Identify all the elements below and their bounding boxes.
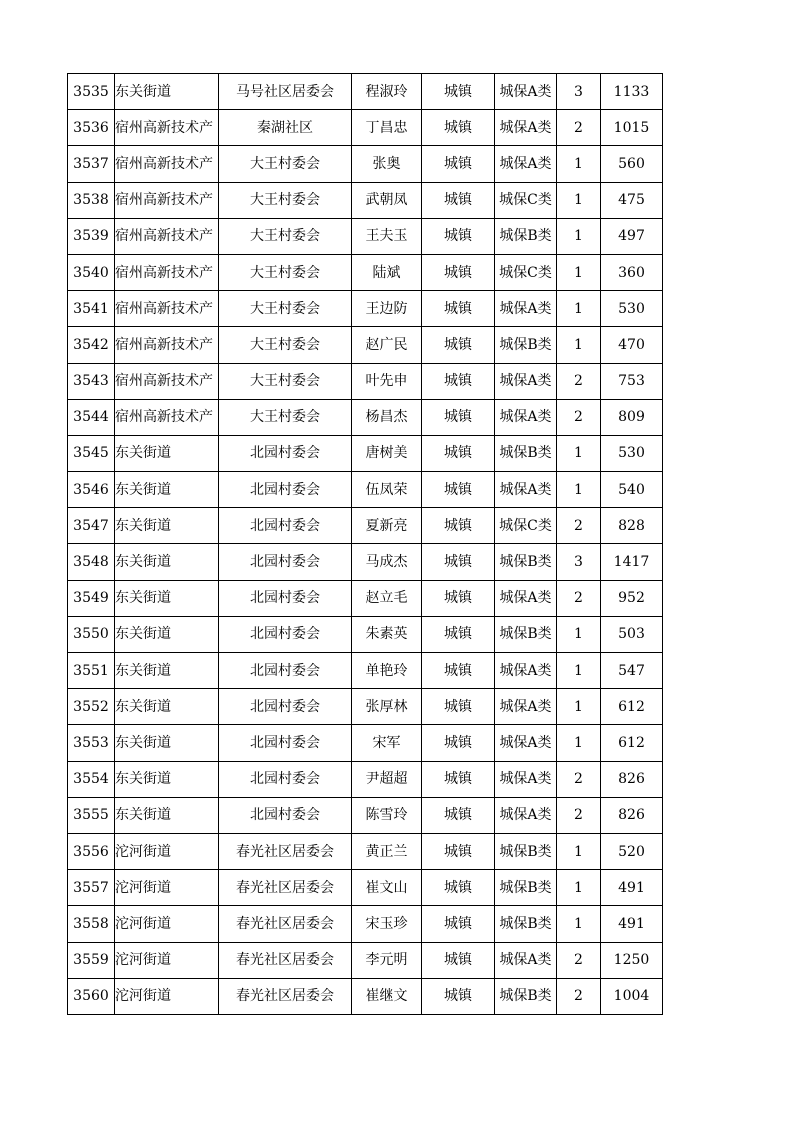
name-cell: 陆斌 <box>352 254 422 290</box>
record-number: 3552 <box>68 689 115 725</box>
area-type-cell: 城镇 <box>422 74 495 110</box>
insurance-type-cell: 城保C类 <box>495 508 557 544</box>
record-number: 3537 <box>68 146 115 182</box>
amount-cell: 1004 <box>601 978 663 1014</box>
name-cell: 唐树美 <box>352 435 422 471</box>
name-cell: 陈雪玲 <box>352 797 422 833</box>
street-cell: 沱河街道 <box>115 870 219 906</box>
record-number: 3536 <box>68 110 115 146</box>
street-cell: 东关街道 <box>115 472 219 508</box>
person-count-cell: 1 <box>557 906 601 942</box>
insurance-type-cell: 城保B类 <box>495 978 557 1014</box>
area-type-cell: 城镇 <box>422 110 495 146</box>
record-number: 3548 <box>68 544 115 580</box>
amount-cell: 826 <box>601 797 663 833</box>
street-cell: 宿州高新技术产 <box>115 291 219 327</box>
name-cell: 赵立毛 <box>352 580 422 616</box>
record-number: 3544 <box>68 399 115 435</box>
street-cell: 东关街道 <box>115 580 219 616</box>
amount-cell: 560 <box>601 146 663 182</box>
record-number: 3560 <box>68 978 115 1014</box>
person-count-cell: 2 <box>557 978 601 1014</box>
street-cell: 东关街道 <box>115 508 219 544</box>
name-cell: 叶先申 <box>352 363 422 399</box>
amount-cell: 809 <box>601 399 663 435</box>
record-number: 3543 <box>68 363 115 399</box>
amount-cell: 540 <box>601 472 663 508</box>
table-row <box>68 689 663 725</box>
amount-cell: 1015 <box>601 110 663 146</box>
community-cell: 北园村委会 <box>219 508 352 544</box>
street-cell: 沱河街道 <box>115 942 219 978</box>
insurance-type-cell: 城保B类 <box>495 435 557 471</box>
table-row <box>68 218 663 254</box>
record-number: 3545 <box>68 435 115 471</box>
community-cell: 北园村委会 <box>219 544 352 580</box>
insurance-type-cell: 城保C类 <box>495 182 557 218</box>
amount-cell: 753 <box>601 363 663 399</box>
insurance-type-cell: 城保B类 <box>495 616 557 652</box>
record-number: 3541 <box>68 291 115 327</box>
community-cell: 北园村委会 <box>219 580 352 616</box>
table-row <box>68 254 663 290</box>
record-number: 3559 <box>68 942 115 978</box>
area-type-cell: 城镇 <box>422 653 495 689</box>
area-type-cell: 城镇 <box>422 363 495 399</box>
person-count-cell: 1 <box>557 870 601 906</box>
name-cell: 伍凤荣 <box>352 472 422 508</box>
record-number: 3558 <box>68 906 115 942</box>
street-cell: 东关街道 <box>115 653 219 689</box>
community-cell: 春光社区居委会 <box>219 870 352 906</box>
person-count-cell: 1 <box>557 218 601 254</box>
amount-cell: 360 <box>601 254 663 290</box>
name-cell: 宋军 <box>352 725 422 761</box>
area-type-cell: 城镇 <box>422 580 495 616</box>
community-cell: 春光社区居委会 <box>219 942 352 978</box>
record-number: 3553 <box>68 725 115 761</box>
amount-cell: 503 <box>601 616 663 652</box>
insurance-type-cell: 城保C类 <box>495 254 557 290</box>
person-count-cell: 1 <box>557 472 601 508</box>
table-row <box>68 616 663 652</box>
name-cell: 张厚林 <box>352 689 422 725</box>
table-row <box>68 146 663 182</box>
person-count-cell: 1 <box>557 689 601 725</box>
name-cell: 朱素英 <box>352 616 422 652</box>
person-count-cell: 2 <box>557 580 601 616</box>
area-type-cell: 城镇 <box>422 327 495 363</box>
insurance-type-cell: 城保B类 <box>495 833 557 869</box>
community-cell: 北园村委会 <box>219 797 352 833</box>
amount-cell: 491 <box>601 906 663 942</box>
record-number: 3555 <box>68 797 115 833</box>
name-cell: 张奥 <box>352 146 422 182</box>
insurance-type-cell: 城保A类 <box>495 942 557 978</box>
community-cell: 大王村委会 <box>219 146 352 182</box>
area-type-cell: 城镇 <box>422 435 495 471</box>
street-cell: 东关街道 <box>115 616 219 652</box>
table-row <box>68 906 663 942</box>
name-cell: 尹超超 <box>352 761 422 797</box>
street-cell: 宿州高新技术产 <box>115 363 219 399</box>
person-count-cell: 1 <box>557 435 601 471</box>
area-type-cell: 城镇 <box>422 942 495 978</box>
table-row <box>68 797 663 833</box>
name-cell: 王边防 <box>352 291 422 327</box>
name-cell: 崔继文 <box>352 978 422 1014</box>
amount-cell: 475 <box>601 182 663 218</box>
community-cell: 春光社区居委会 <box>219 978 352 1014</box>
table-row <box>68 399 663 435</box>
name-cell: 黄正兰 <box>352 833 422 869</box>
community-cell: 北园村委会 <box>219 472 352 508</box>
table-row <box>68 653 663 689</box>
record-number: 3540 <box>68 254 115 290</box>
person-count-cell: 1 <box>557 833 601 869</box>
insurance-type-cell: 城保A类 <box>495 689 557 725</box>
person-count-cell: 1 <box>557 327 601 363</box>
amount-cell: 547 <box>601 653 663 689</box>
person-count-cell: 2 <box>557 797 601 833</box>
community-cell: 大王村委会 <box>219 363 352 399</box>
record-number: 3550 <box>68 616 115 652</box>
table-row <box>68 761 663 797</box>
person-count-cell: 1 <box>557 254 601 290</box>
insurance-type-cell: 城保B类 <box>495 327 557 363</box>
table-row <box>68 327 663 363</box>
amount-cell: 470 <box>601 327 663 363</box>
area-type-cell: 城镇 <box>422 978 495 1014</box>
area-type-cell: 城镇 <box>422 870 495 906</box>
person-count-cell: 1 <box>557 182 601 218</box>
community-cell: 北园村委会 <box>219 653 352 689</box>
amount-cell: 828 <box>601 508 663 544</box>
area-type-cell: 城镇 <box>422 833 495 869</box>
table-body <box>68 74 663 1015</box>
street-cell: 东关街道 <box>115 689 219 725</box>
amount-cell: 1250 <box>601 942 663 978</box>
street-cell: 沱河街道 <box>115 906 219 942</box>
table-row <box>68 580 663 616</box>
record-number: 3551 <box>68 653 115 689</box>
street-cell: 宿州高新技术产 <box>115 254 219 290</box>
insurance-type-cell: 城保B类 <box>495 906 557 942</box>
insurance-type-cell: 城保A类 <box>495 291 557 327</box>
insurance-type-cell: 城保B类 <box>495 544 557 580</box>
insurance-type-cell: 城保A类 <box>495 653 557 689</box>
amount-cell: 612 <box>601 689 663 725</box>
person-count-cell: 2 <box>557 399 601 435</box>
table-row <box>68 942 663 978</box>
table-row <box>68 110 663 146</box>
person-count-cell: 2 <box>557 761 601 797</box>
name-cell: 宋玉珍 <box>352 906 422 942</box>
community-cell: 大王村委会 <box>219 327 352 363</box>
amount-cell: 826 <box>601 761 663 797</box>
area-type-cell: 城镇 <box>422 218 495 254</box>
street-cell: 东关街道 <box>115 544 219 580</box>
amount-cell: 520 <box>601 833 663 869</box>
person-count-cell: 3 <box>557 74 601 110</box>
amount-cell: 612 <box>601 725 663 761</box>
amount-cell: 530 <box>601 291 663 327</box>
name-cell: 程淑玲 <box>352 74 422 110</box>
person-count-cell: 1 <box>557 653 601 689</box>
record-number: 3535 <box>68 74 115 110</box>
table-row <box>68 725 663 761</box>
insurance-type-cell: 城保A类 <box>495 74 557 110</box>
area-type-cell: 城镇 <box>422 906 495 942</box>
person-count-cell: 2 <box>557 508 601 544</box>
table-row <box>68 544 663 580</box>
street-cell: 宿州高新技术产 <box>115 327 219 363</box>
area-type-cell: 城镇 <box>422 254 495 290</box>
person-count-cell: 1 <box>557 291 601 327</box>
table-row <box>68 978 663 1014</box>
area-type-cell: 城镇 <box>422 472 495 508</box>
insurance-type-cell: 城保B类 <box>495 218 557 254</box>
street-cell: 宿州高新技术产 <box>115 399 219 435</box>
area-type-cell: 城镇 <box>422 291 495 327</box>
name-cell: 李元明 <box>352 942 422 978</box>
table-row <box>68 870 663 906</box>
community-cell: 春光社区居委会 <box>219 906 352 942</box>
table-row <box>68 435 663 471</box>
table-row <box>68 508 663 544</box>
community-cell: 北园村委会 <box>219 725 352 761</box>
area-type-cell: 城镇 <box>422 399 495 435</box>
street-cell: 沱河街道 <box>115 978 219 1014</box>
community-cell: 大王村委会 <box>219 254 352 290</box>
record-number: 3539 <box>68 218 115 254</box>
street-cell: 宿州高新技术产 <box>115 110 219 146</box>
record-number: 3549 <box>68 580 115 616</box>
records-table <box>67 73 663 1015</box>
community-cell: 春光社区居委会 <box>219 833 352 869</box>
area-type-cell: 城镇 <box>422 182 495 218</box>
insurance-type-cell: 城保A类 <box>495 797 557 833</box>
insurance-type-cell: 城保A类 <box>495 110 557 146</box>
record-number: 3542 <box>68 327 115 363</box>
community-cell: 北园村委会 <box>219 689 352 725</box>
name-cell: 王夫玉 <box>352 218 422 254</box>
street-cell: 东关街道 <box>115 761 219 797</box>
street-cell: 东关街道 <box>115 797 219 833</box>
amount-cell: 530 <box>601 435 663 471</box>
table-row <box>68 74 663 110</box>
person-count-cell: 2 <box>557 363 601 399</box>
community-cell: 大王村委会 <box>219 218 352 254</box>
street-cell: 宿州高新技术产 <box>115 182 219 218</box>
amount-cell: 1417 <box>601 544 663 580</box>
record-number: 3546 <box>68 472 115 508</box>
table-row <box>68 291 663 327</box>
community-cell: 马号社区居委会 <box>219 74 352 110</box>
insurance-type-cell: 城保A类 <box>495 363 557 399</box>
street-cell: 东关街道 <box>115 435 219 471</box>
table-row <box>68 833 663 869</box>
person-count-cell: 2 <box>557 942 601 978</box>
table-row <box>68 363 663 399</box>
name-cell: 武朝凤 <box>352 182 422 218</box>
insurance-type-cell: 城保A类 <box>495 761 557 797</box>
area-type-cell: 城镇 <box>422 725 495 761</box>
street-cell: 东关街道 <box>115 74 219 110</box>
name-cell: 赵广民 <box>352 327 422 363</box>
amount-cell: 1133 <box>601 74 663 110</box>
street-cell: 沱河街道 <box>115 833 219 869</box>
person-count-cell: 3 <box>557 544 601 580</box>
name-cell: 杨昌杰 <box>352 399 422 435</box>
amount-cell: 497 <box>601 218 663 254</box>
name-cell: 丁昌忠 <box>352 110 422 146</box>
amount-cell: 952 <box>601 580 663 616</box>
community-cell: 北园村委会 <box>219 435 352 471</box>
amount-cell: 491 <box>601 870 663 906</box>
street-cell: 宿州高新技术产 <box>115 146 219 182</box>
person-count-cell: 1 <box>557 725 601 761</box>
record-number: 3538 <box>68 182 115 218</box>
name-cell: 崔文山 <box>352 870 422 906</box>
person-count-cell: 1 <box>557 616 601 652</box>
insurance-type-cell: 城保A类 <box>495 472 557 508</box>
person-count-cell: 1 <box>557 146 601 182</box>
record-number: 3554 <box>68 761 115 797</box>
community-cell: 大王村委会 <box>219 291 352 327</box>
area-type-cell: 城镇 <box>422 146 495 182</box>
insurance-type-cell: 城保A类 <box>495 580 557 616</box>
community-cell: 大王村委会 <box>219 182 352 218</box>
insurance-type-cell: 城保A类 <box>495 399 557 435</box>
community-cell: 秦湖社区 <box>219 110 352 146</box>
record-number: 3556 <box>68 833 115 869</box>
insurance-type-cell: 城保A类 <box>495 146 557 182</box>
name-cell: 夏新亮 <box>352 508 422 544</box>
record-number: 3557 <box>68 870 115 906</box>
name-cell: 单艳玲 <box>352 653 422 689</box>
street-cell: 东关街道 <box>115 725 219 761</box>
community-cell: 北园村委会 <box>219 761 352 797</box>
community-cell: 北园村委会 <box>219 616 352 652</box>
table-row <box>68 182 663 218</box>
area-type-cell: 城镇 <box>422 797 495 833</box>
person-count-cell: 2 <box>557 110 601 146</box>
area-type-cell: 城镇 <box>422 761 495 797</box>
area-type-cell: 城镇 <box>422 544 495 580</box>
record-number: 3547 <box>68 508 115 544</box>
street-cell: 宿州高新技术产 <box>115 218 219 254</box>
name-cell: 马成杰 <box>352 544 422 580</box>
insurance-type-cell: 城保A类 <box>495 725 557 761</box>
area-type-cell: 城镇 <box>422 508 495 544</box>
area-type-cell: 城镇 <box>422 616 495 652</box>
insurance-type-cell: 城保B类 <box>495 870 557 906</box>
community-cell: 大王村委会 <box>219 399 352 435</box>
area-type-cell: 城镇 <box>422 689 495 725</box>
table-row <box>68 472 663 508</box>
